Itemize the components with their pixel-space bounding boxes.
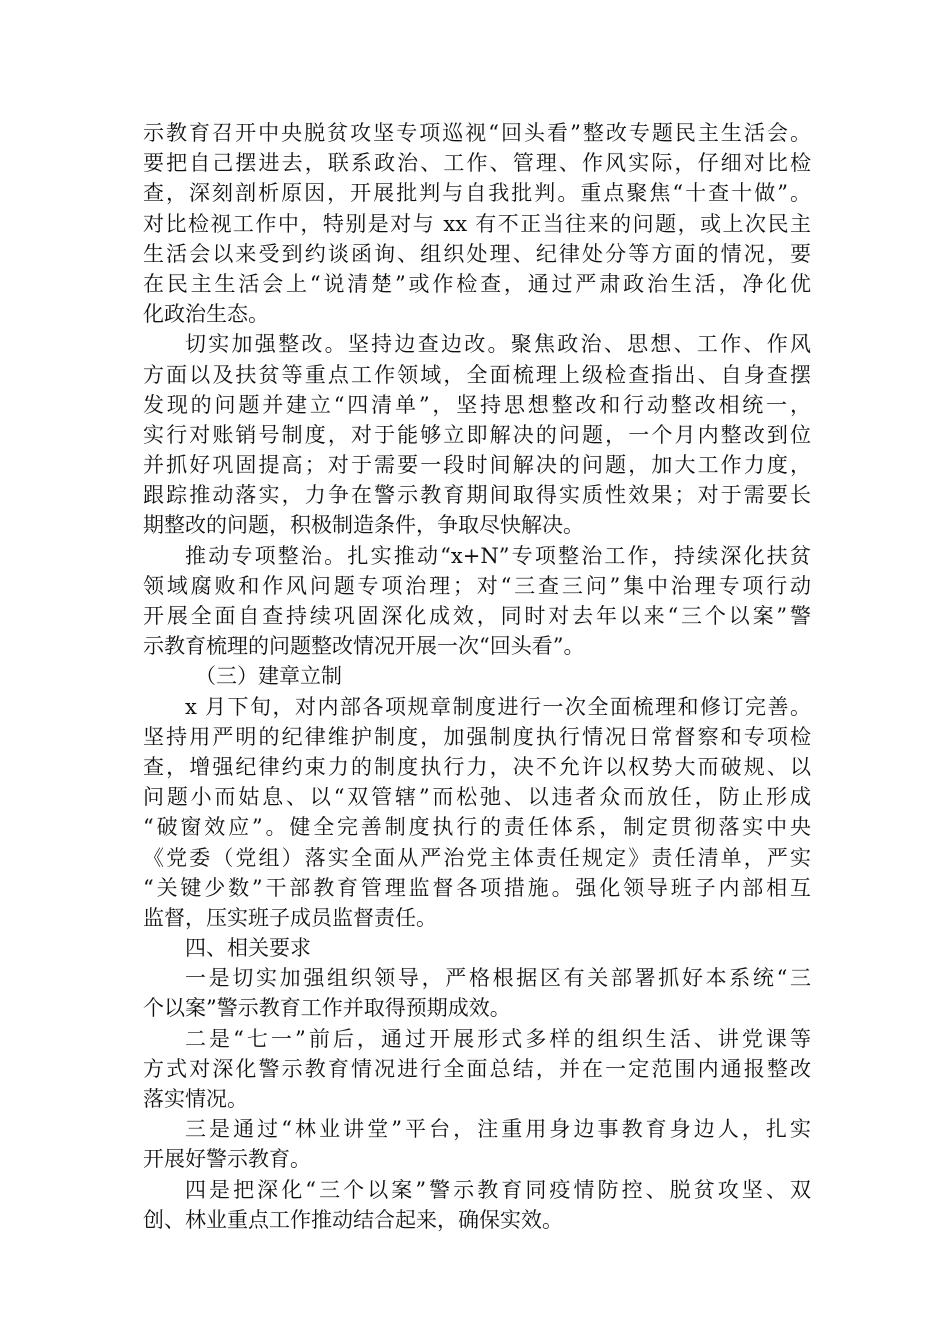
text-line: “破窗效应”。健全完善制度执行的责任体系，制定贯彻落实中央 [143, 815, 811, 840]
text-line: 领域腐败和作风问题专项治理；对“三查三问”集中治理专项行动 [143, 573, 811, 598]
text-line: 查，增强纪律约束力的制度执行力，决不允许以权势大而破规、以 [143, 754, 811, 779]
text-line: 开展全面自查持续巩固深化成效，同时对去年以来“三个以案”警 [143, 604, 811, 628]
text-line: 方式对深化警示教育情况进行全面总结，并在一定范围内通报整改 [143, 1056, 811, 1081]
text-line: 方面以及扶贫等重点工作领域，全面梳理上级检查指出、自身查摆 [143, 362, 811, 387]
paragraph-start-line: 一是切实加强组织领导，严格根据区有关部署抓好本系统“三 [185, 966, 811, 991]
text-line: 坚持用严明的纪律维护制度，加强制度执行情况日常督察和专项检 [143, 724, 811, 749]
text-line: 示教育梳理的问题整改情况开展一次“回头看”。 [143, 634, 585, 659]
document-body [143, 118, 811, 1235]
text-line: 监督，压实班子成员监督责任。 [143, 905, 437, 930]
paragraph-start-line: 切实加强整改。坚持边查边改。聚焦政治、思想、工作、作风 [185, 332, 811, 357]
text-line: 示教育召开中央脱贫攻坚专项巡视“回头看”整改专题民主生活会。 [143, 121, 811, 145]
text-line: 并抓好巩固提高；对于需要一段时间解决的问题，加大工作力度， [143, 453, 811, 478]
section-heading: 四、相关要求 [185, 936, 311, 961]
section-heading: （三）建章立制 [195, 664, 342, 689]
text-line: 《党委（党组）落实全面从严治党主体责任规定》责任清单，严实 [143, 845, 811, 870]
text-line: 期整改的问题，积极制造条件，争取尽快解决。 [143, 513, 584, 538]
paragraph-start-line: 二是“七一”前后，通过开展形式多样的组织生活、讲党课等 [185, 1026, 811, 1051]
paragraph-start-line: 推动专项整治。扎实推动“x+N”专项整治工作，持续深化扶贫 [185, 543, 811, 568]
text-line: 实行对账销号制度，对于能够立即解决的问题，一个月内整改到位 [143, 422, 811, 447]
text-line: 落实情况。 [143, 1087, 248, 1111]
text-line: 个以案”警示教育工作并取得预期成效。 [143, 996, 511, 1021]
text-line: 创、林业重点工作推动结合起来，确保实效。 [143, 1207, 563, 1232]
text-line: 要把自己摆进去，联系政治、工作、管理、作风实际，仔细对比检 [143, 151, 811, 176]
paragraph-start-line: x 月下旬，对内部各项规章制度进行一次全面梳理和修订完善。 [185, 694, 811, 719]
paragraph-start-line: 四是把深化“三个以案”警示教育同疫情防控、脱贫攻坚、双 [185, 1177, 811, 1202]
text-line: 化政治生态。 [143, 302, 269, 327]
text-line: “关键少数”干部教育管理监督各项措施。强化领导班子内部相互 [143, 875, 811, 900]
paragraph-start-line: 三是通过“林业讲堂”平台，注重用身边事教育身边人，扎实 [185, 1117, 811, 1142]
text-line: 查，深刻剖析原因，开展批判与自我批判。重点聚焦“十查十做”。 [143, 181, 811, 206]
text-line: 对比检视工作中，特别是对与 xx 有不正当往来的问题，或上次民主 [143, 211, 811, 236]
text-line: 跟踪推动落实，力争在警示教育期间取得实质性效果；对于需要长 [143, 483, 811, 508]
text-line: 发现的问题并建立“四清单”，坚持思想整改和行动整改相统一， [143, 392, 811, 417]
text-line: 开展好警示教育。 [143, 1147, 311, 1172]
text-line: 在民主生活会上“说清楚”或作检查，通过严肃政治生活，净化优 [143, 271, 811, 296]
text-line: 问题小而姑息、以“双管辖”而松弛、以违者众而放任，防止形成 [143, 785, 811, 810]
text-line: 生活会以来受到约谈函询、组织处理、纪律处分等方面的情况，要 [143, 241, 811, 266]
